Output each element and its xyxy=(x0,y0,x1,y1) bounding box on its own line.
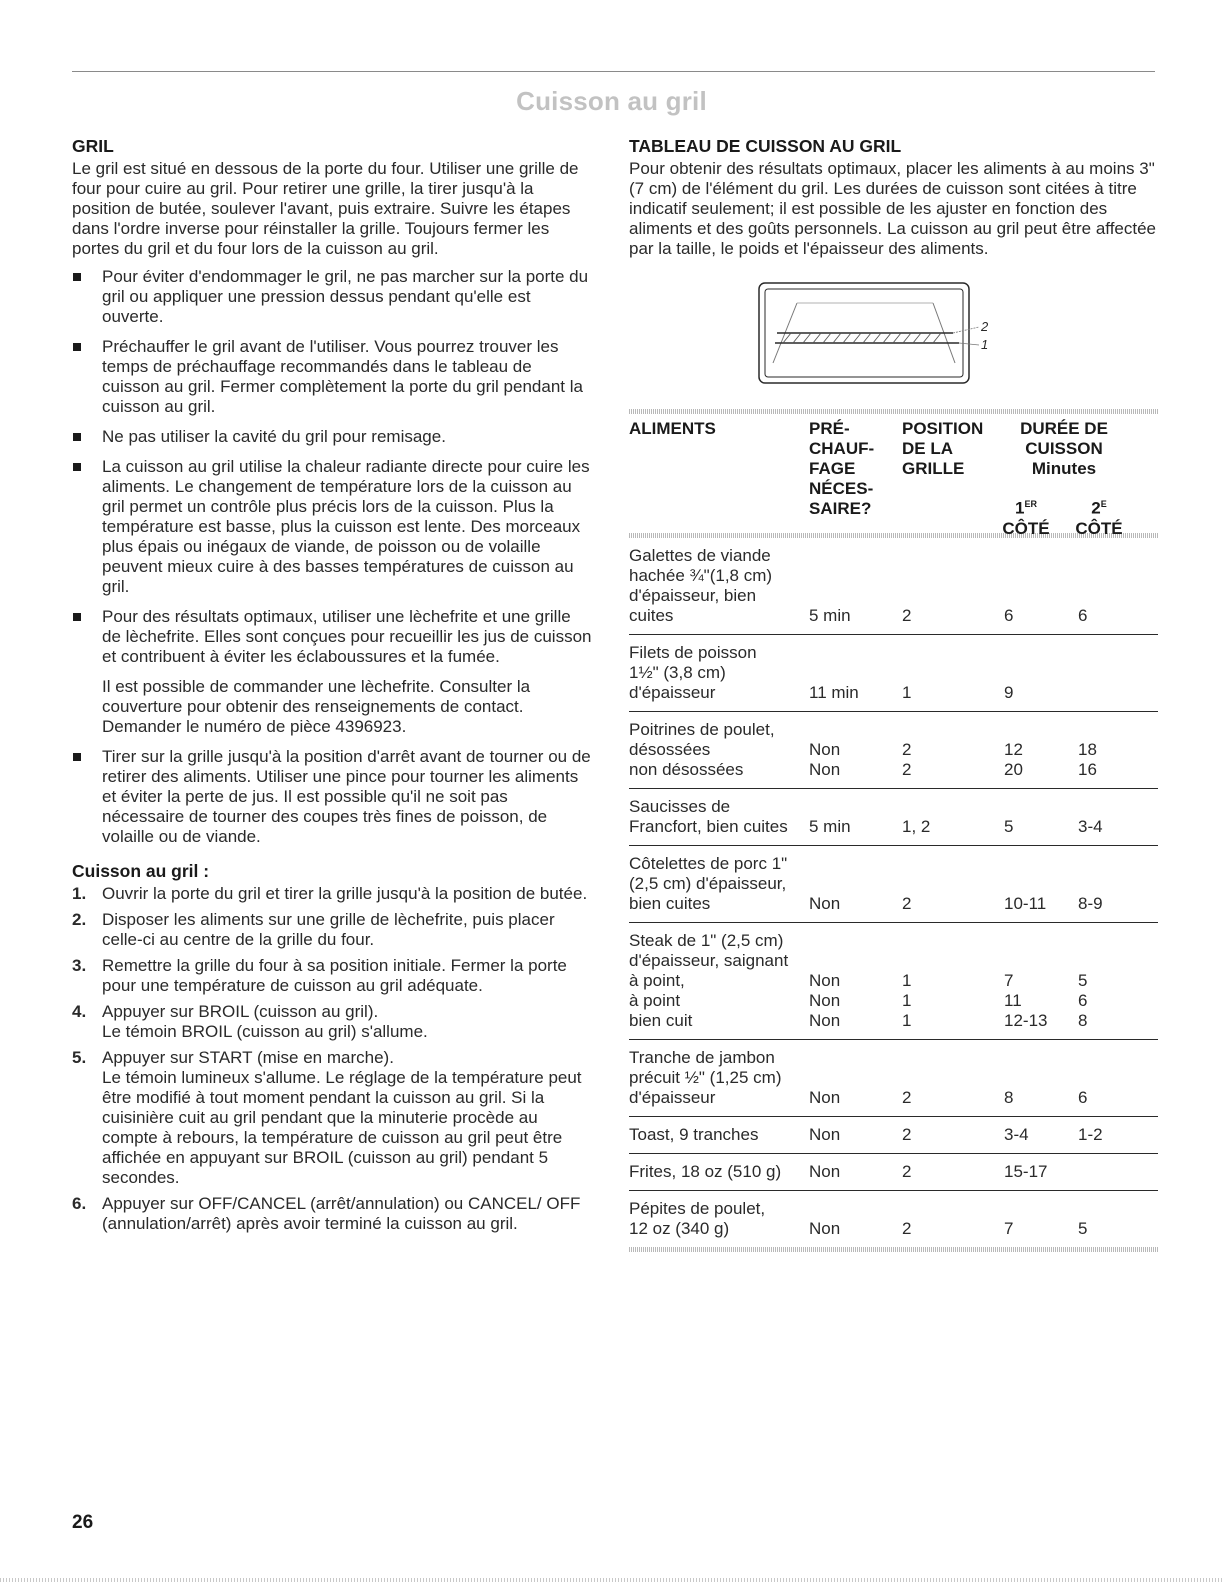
cuisson-heading: Cuisson au gril : xyxy=(72,861,210,881)
table-row xyxy=(629,789,1158,846)
cell-food: Galettes de viande hachée ¾"(1,8 cm) d'épaisseur, bien cuites xyxy=(629,546,773,625)
bullet-square-icon xyxy=(73,613,81,621)
bullet-text: Ne pas utiliser la cavité du gril pour remisage. xyxy=(102,427,446,446)
header-side-2 xyxy=(1074,494,1124,539)
cell-position: 2 xyxy=(902,606,912,625)
step-item xyxy=(72,1048,594,1188)
cell-food: Saucisses de Francfort, bien cuites xyxy=(629,797,788,836)
broil-chart-table xyxy=(629,409,1158,1252)
cell-side-1: 5 xyxy=(1004,817,1014,836)
table-row xyxy=(629,1117,1158,1154)
cell-side-1: 3-4 xyxy=(1004,1125,1029,1144)
list-item xyxy=(72,747,594,847)
cell-side-1: 12 20 xyxy=(1004,740,1023,779)
cell-position: 1, 2 xyxy=(902,817,931,836)
table-bottom-border xyxy=(629,1247,1158,1252)
gril-bullet-list xyxy=(72,267,594,847)
table-row xyxy=(629,712,1158,789)
cell-position: 2 xyxy=(902,894,912,913)
oven-rack-diagram xyxy=(753,281,1033,387)
bullet-square-icon xyxy=(73,433,81,441)
table-body xyxy=(629,538,1158,1247)
cell-side-2: 5 6 8 xyxy=(1078,971,1088,1030)
cell-preheat: 5 min xyxy=(809,606,851,625)
step-number: 5. xyxy=(72,1048,87,1067)
cell-side-2: 6 xyxy=(1078,606,1088,625)
steps-list xyxy=(72,884,594,1234)
gril-intro: Le gril est situé en dessous de la porte du four. Utiliser une grille de four pour cuire au gril. Pour retirer une grille, la tirer jusqu'à la position de butée, soulever l'avant, puis extraire. Suivre les étapes dans l'ordre inverse pour réinstaller la grille. Toujours fermer les portes du gril et du four lors de la cuisson au gril. xyxy=(72,159,579,258)
cell-food: Poitrines de poulet, désossées non désossées xyxy=(629,720,775,779)
tableau-intro: Pour obtenir des résultats optimaux, placer les aliments à au moins 3" (7 cm) de l'élément du gril. Les durées de cuisson sont citées à titre indicatif seulement; il est possible de les ajuster en fonction des aliments et des goûts personnels. La cuisson au gril peut être affectée par la taille, le poids et l'épaisseur des aliments. xyxy=(629,159,1157,258)
step-number: 1. xyxy=(72,884,87,903)
table-row xyxy=(629,1191,1158,1247)
header-side-2-cote: CÔTÉ xyxy=(1075,518,1123,538)
cell-preheat: Non Non xyxy=(809,740,841,779)
list-item xyxy=(72,267,594,327)
cell-food: Filets de poisson 1½" (3,8 cm) d'épaisseur xyxy=(629,643,757,702)
cell-position: 2 xyxy=(902,1125,912,1144)
cell-position: 2 xyxy=(902,1088,912,1107)
step-text: Le témoin BROIL (cuisson au gril) s'allume. xyxy=(102,1022,428,1041)
bullet-square-icon xyxy=(73,463,81,471)
header-food: ALIMENTS xyxy=(629,419,716,438)
table-row xyxy=(629,923,1158,1040)
header-side-1-sup: ER xyxy=(1024,499,1037,509)
step-number: 6. xyxy=(72,1194,87,1213)
table-row xyxy=(629,538,1158,635)
cell-position: 1 1 1 xyxy=(902,971,912,1030)
bullet-text: Préchauffer le gril avant de l'utiliser. Vous pourrez trouver les temps de préchauffage recommandés dans le tableau de cuisson au gril. Fermer complètement la porte du gril pendant la cuisson au gril. xyxy=(102,337,583,416)
cell-food: Tranche de jambon précuit ½" (1,25 cm) d'épaisseur xyxy=(629,1048,782,1107)
table-row xyxy=(629,1154,1158,1191)
cell-side-1: 7 xyxy=(1004,1219,1014,1238)
cell-preheat: Non xyxy=(809,1219,841,1238)
step-number: 4. xyxy=(72,1002,87,1021)
cell-preheat: 5 min xyxy=(809,817,851,836)
cell-side-1: 9 xyxy=(1004,683,1014,702)
header-duration: DURÉE DE CUISSON Minutes xyxy=(1020,419,1108,478)
cell-side-2: 5 xyxy=(1078,1219,1088,1238)
header-preheat: PRÉ- CHAUF- FAGE NÉCES- SAIRE? xyxy=(809,419,875,518)
table-header xyxy=(629,414,1158,538)
page-number: 26 xyxy=(72,1512,94,1533)
cell-food: Toast, 9 tranches xyxy=(629,1125,759,1144)
tableau-heading: TABLEAU DE CUISSON AU GRIL xyxy=(629,136,902,156)
cell-side-2: 8-9 xyxy=(1078,894,1103,913)
cell-food: Pépites de poulet, 12 oz (340 g) xyxy=(629,1199,766,1238)
list-item xyxy=(72,457,594,597)
list-item xyxy=(72,337,594,417)
step-item xyxy=(72,956,594,996)
header-side-1-cote: CÔTÉ xyxy=(1002,518,1050,538)
bottom-scan-edge xyxy=(0,1578,1223,1582)
cell-position: 2 2 xyxy=(902,740,912,779)
cell-food: Côtelettes de porc 1" (2,5 cm) d'épaisseur, bien cuites xyxy=(629,854,788,913)
list-item xyxy=(72,427,594,447)
cell-side-1: 7 11 12-13 xyxy=(1004,971,1048,1030)
bullet-square-icon xyxy=(73,343,81,351)
bullet-text: La cuisson au gril utilise la chaleur radiante directe pour cuire les aliments. Le changement de température lors de la cuisson au gril permet un contrôle plus précis lors de la cuisson. Plus la température est basse, plus la cuisson est lente. Des morceaux plus épais ou inégaux de viande, de poisson ou de volaille peuvent mieux cuire à des basses températures de cuisson au gril. xyxy=(102,457,590,596)
list-item xyxy=(72,607,594,737)
step-item xyxy=(72,910,594,950)
header-side-2-sup: E xyxy=(1100,499,1107,509)
cell-preheat: Non xyxy=(809,894,841,913)
step-text: Disposer les aliments sur une grille de lèchefrite, puis placer celle-ci au centre de la grille du four. xyxy=(102,910,555,949)
bullet-square-icon xyxy=(73,273,81,281)
cell-position: 2 xyxy=(902,1219,912,1238)
header-position: POSITION DE LA GRILLE xyxy=(902,419,984,478)
step-text: Appuyer sur START (mise en marche). xyxy=(102,1048,394,1067)
step-text: Appuyer sur OFF/CANCEL (arrêt/annulation) ou CANCEL/ OFF (annulation/arrêt) après avoir terminé la cuisson au gril. xyxy=(102,1194,581,1233)
step-item xyxy=(72,1194,594,1234)
bullet-text: Pour éviter d'endommager le gril, ne pas marcher sur la porte du gril ou appliquer une pression dessus pendant qu'elle est ouverte. xyxy=(102,267,589,326)
rack-position-2-label: 2 xyxy=(981,319,989,334)
cell-preheat: 11 min xyxy=(809,683,859,702)
header-side-2-num: 2 xyxy=(1091,498,1101,518)
cell-position: 2 xyxy=(902,1162,912,1181)
cell-side-1: 15-17 xyxy=(1004,1162,1048,1181)
cell-side-1: 8 xyxy=(1004,1088,1014,1107)
cell-position: 1 xyxy=(902,683,912,702)
left-column xyxy=(72,136,594,1240)
step-text: Remettre la grille du four à sa position initiale. Fermer la porte pour une température de cuisson au gril adéquate. xyxy=(102,956,567,995)
page-title: Cuisson au gril xyxy=(516,86,707,116)
bullet-text: Pour des résultats optimaux, utiliser une lèchefrite et une grille de lèchefrite. Elles sont conçues pour recueillir les jus de cuisson et contribuent à éviter les éclaboussures et la fumée. xyxy=(102,607,592,666)
bullet-square-icon xyxy=(73,753,81,761)
step-text: Appuyer sur BROIL (cuisson au gril). xyxy=(102,1002,379,1021)
cell-side-1: 10-11 xyxy=(1004,894,1047,913)
cell-side-1: 6 xyxy=(1004,606,1014,625)
cell-side-2: 18 16 xyxy=(1078,740,1097,779)
cell-food: Steak de 1" (2,5 cm) d'épaisseur, saignant à point, à point bien cuit xyxy=(629,931,789,1030)
table-row xyxy=(629,1040,1158,1117)
step-text: Le témoin lumineux s'allume. Le réglage de la température peut être modifié à tout moment pendant la cuisson au gril. Si la cuisinière cuit au gril pendant que la minuterie procède au compte à rebours, la température de cuisson au gril peut être affichée en appuyant sur BROIL (cuisson au gril) pendant 5 secondes. xyxy=(102,1068,582,1187)
gril-heading: GRIL xyxy=(72,136,114,156)
table-row xyxy=(629,635,1158,712)
right-column xyxy=(629,136,1157,392)
cell-preheat: Non xyxy=(809,1088,841,1107)
top-rule xyxy=(72,71,1155,72)
step-item xyxy=(72,1002,594,1042)
step-item xyxy=(72,884,594,904)
step-text: Ouvrir la porte du gril et tirer la grille jusqu'à la position de butée. xyxy=(102,884,588,903)
cell-side-2: 6 xyxy=(1078,1088,1088,1107)
cell-preheat: Non Non Non xyxy=(809,971,841,1030)
cell-preheat: Non xyxy=(809,1125,841,1144)
step-number: 3. xyxy=(72,956,87,975)
table-row xyxy=(629,846,1158,923)
cell-side-2: 3-4 xyxy=(1078,817,1103,836)
cell-preheat: Non xyxy=(809,1162,841,1181)
rack-position-1-label: 1 xyxy=(981,337,989,352)
bullet-text: Tirer sur la grille jusqu'à la position d'arrêt avant de tourner ou de retirer des aliments. Utiliser une pince pour tourner les aliments et éviter la perte de jus. Il est possible qu'il ne soit pas nécessaire de tourner des coupes très fines de poisson, de volaille ou de viande. xyxy=(102,747,591,846)
header-side-1 xyxy=(1001,494,1051,539)
bullet-followup-text: Il est possible de commander une lèchefrite. Consulter la couverture pour obtenir des renseignements de contact. Demander le numéro de pièce 4396923. xyxy=(102,677,531,736)
header-side-1-num: 1 xyxy=(1015,498,1025,518)
cell-food: Frites, 18 oz (510 g) xyxy=(629,1162,782,1181)
cell-side-2: 1-2 xyxy=(1078,1125,1103,1144)
step-number: 2. xyxy=(72,910,87,929)
